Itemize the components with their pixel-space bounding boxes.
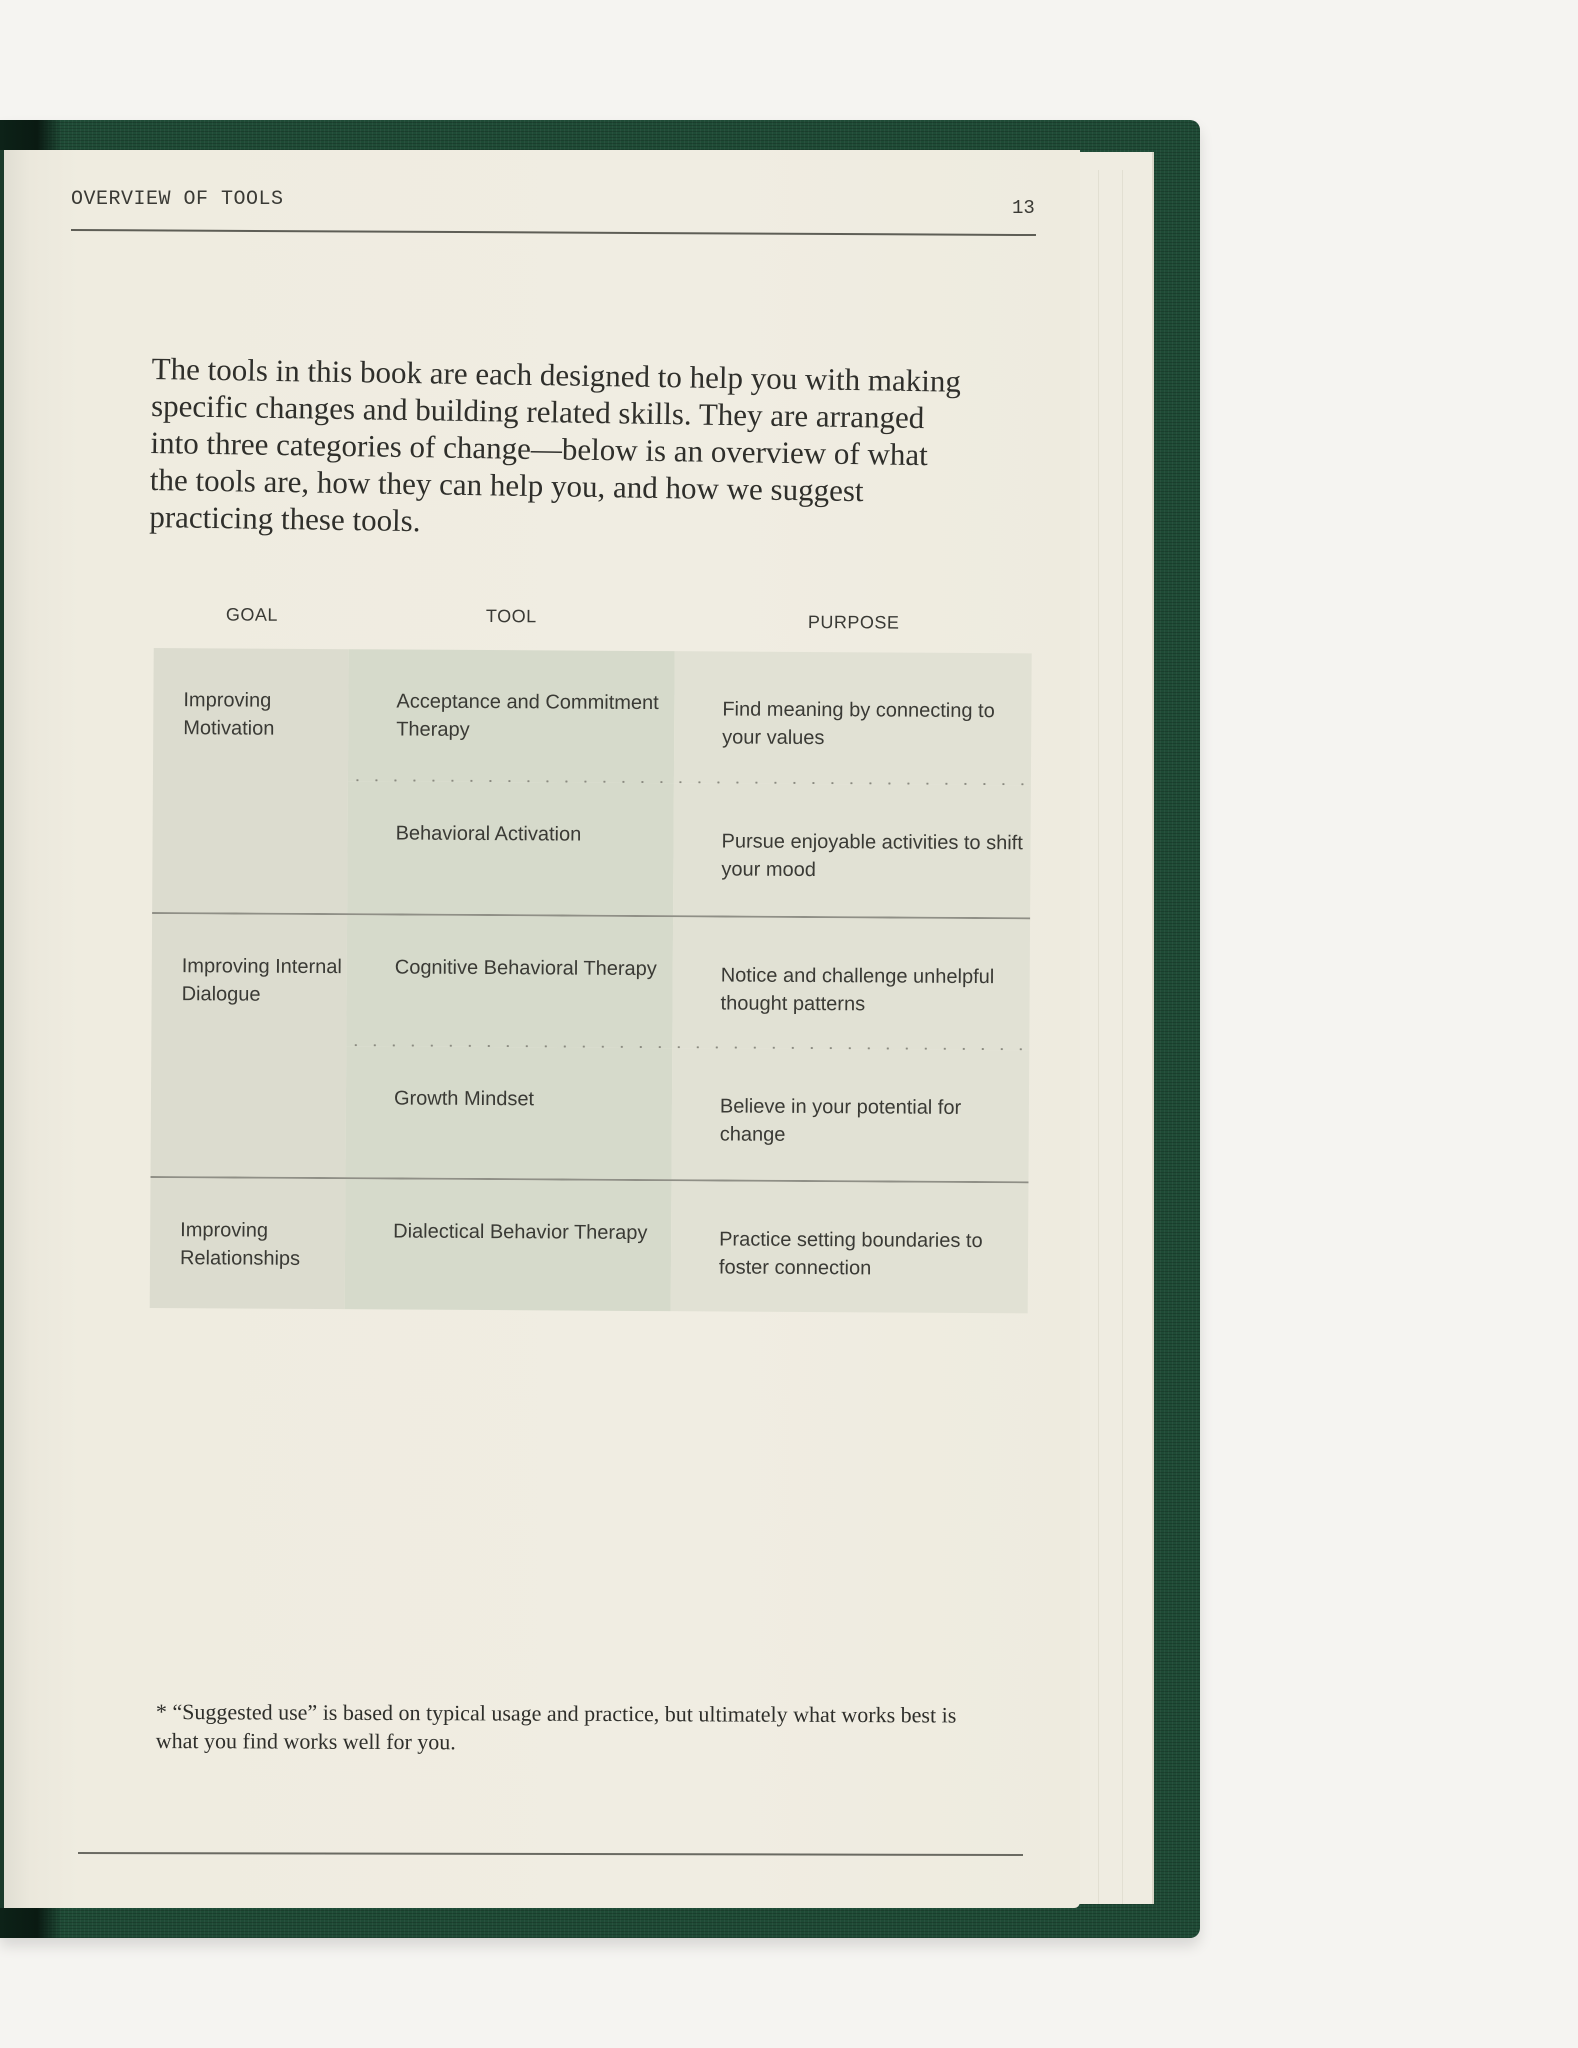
purpose-cell: Pursue enjoyable activities to shift your mood bbox=[673, 783, 1031, 917]
tool-cell: Dialectical Behavior Therapy bbox=[345, 1179, 672, 1311]
purpose-cell: Believe in your potential for change bbox=[671, 1048, 1029, 1181]
column-header-goal: GOAL bbox=[225, 604, 279, 625]
intro-paragraph: The tools in this book are each designed to help you with making specific changes and building related skills. They are arranged into three categories of change—below is an overview of what the tools are, how they can help you, and how we suggest practicing these tools. bbox=[149, 350, 962, 539]
tool-cell: Behavioral Activation bbox=[347, 781, 674, 915]
footnote: * “Suggested use” is based on typical usage and practice, but ultimately what works best is what you find works well for you. bbox=[155, 1699, 957, 1755]
goal-cell: Improving Internal Dialogue bbox=[151, 914, 348, 1177]
table-body bbox=[150, 648, 1032, 1313]
goal-cell: Improving Motivation bbox=[152, 648, 349, 913]
table-group-internal-dialogue bbox=[150, 914, 1030, 1183]
table-row bbox=[346, 915, 1030, 1050]
goal-cell: Improving Relationships bbox=[150, 1178, 346, 1309]
column-header-purpose: PURPOSE bbox=[807, 611, 900, 633]
table-row bbox=[345, 1179, 1029, 1313]
table-row bbox=[348, 649, 1032, 785]
page-number: 13 bbox=[1012, 197, 1035, 219]
table-group-motivation bbox=[152, 648, 1032, 919]
table-group-relationships bbox=[150, 1178, 1029, 1313]
purpose-cell: Find meaning by connecting to your values bbox=[674, 651, 1032, 785]
tool-cell: Growth Mindset bbox=[346, 1046, 673, 1179]
column-header-tool: TOOL bbox=[485, 606, 537, 627]
table-row bbox=[347, 781, 1031, 917]
running-head: OVERVIEW OF TOOLS bbox=[71, 188, 284, 211]
purpose-cell: Notice and challenge unhelpful thought patterns bbox=[672, 917, 1030, 1050]
table-row bbox=[346, 1046, 1030, 1181]
tool-cell: Acceptance and Commitment Therapy bbox=[348, 649, 675, 783]
page-edge bbox=[0, 150, 4, 1908]
purpose-cell: Practice setting boundaries to foster connection bbox=[671, 1181, 1029, 1313]
tool-cell: Cognitive Behavioral Therapy bbox=[346, 915, 673, 1048]
